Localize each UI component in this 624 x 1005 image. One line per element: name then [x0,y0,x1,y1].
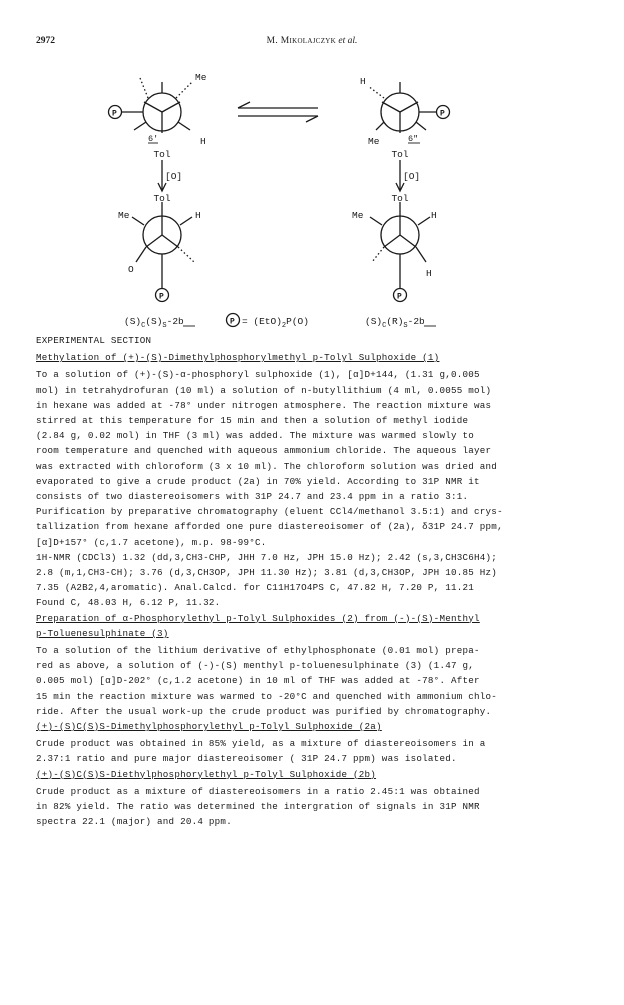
legend-text: = $(EtO)_2P(O)$ [242,316,309,330]
equilibrium-arrows [238,102,318,122]
lt-6-label: 6' [148,134,159,144]
para1-line: stirred at this temperature for 15 min and then a solution of methyl iodide [36,415,469,427]
reaction-scheme [0,50,624,330]
section-title: EXPERIMENTAL SECTION [36,335,152,346]
rb-p-label: P [397,292,402,302]
para1-line: 1H-NMR (CDCl3) 1.32 (dd,3,CH3-CHP, JHH 7.0 Hz, JPH 15.0 Hz); 2.42 (s,3,CH3C6H4); [36,551,498,563]
para1-line: To a solution of (+)-(S)-α-phosphoryl sulphoxide (1), [α]D+144, (1.31 g,0.005 [36,369,480,381]
paragraph-compound-2b [36,784,596,830]
newman-right-top [368,82,450,133]
para1-line: 7.35 (A2B2,4,aromatic). Anal.Calcd. for C11H17O4PS C, 47.82 H, 7.20 P, 11.21 [36,582,475,594]
rt-h-label: H [360,76,366,87]
para4-line: spectra 22.1 (major) and 20.4 ppm. [36,816,232,828]
paragraph-preparation [36,643,596,719]
rt-oxidant: [O] [403,171,421,182]
heading-methylation: Methylation of (+)-(S)-Dimethylphosphorylmethyl p-Tolyl Sulphoxide (1) [36,352,440,364]
lt-tol-top: Tol [153,149,171,160]
newman-left-top [109,78,193,133]
caption-right: $(S)_C(R)_S-2b$ [365,316,425,330]
rt-p-label: P [440,109,445,119]
rb-h2-label: H [426,268,432,279]
para1-line: mol) in tetrahydrofuran (10 ml) a solution of n-butyllithium (4 ml, 0.0055 mol) [36,384,492,396]
lt-p-label: P [112,109,117,119]
para1-line: Purification by preparative chromatography (eluent CCl4/methanol 3.5:1) and crys- [36,506,503,518]
para1-line: in hexane was added at -78° under nitrogen atmosphere. The reaction mixture was [36,399,492,411]
para3-line: Crude product was obtained in 85% yield, as a mixture of diastereoisomers in a [36,738,486,750]
lb-h-label: H [195,210,201,221]
heading-preparation-cont: p-Toluenesulphinate (3) [36,627,169,639]
rt-tol-top: Tol [391,149,409,160]
body-text [36,333,596,830]
rt-6-label: 6" [408,134,419,144]
legend-p-label: P [230,317,235,327]
para1-line: [α]D+157° (c,1.7 acetone), m.p. 98-99°C. [36,536,267,548]
para1-line: tallization from hexane afforded one pure diastereoisomer of (2a), δ31P 24.7 ppm, [36,521,503,533]
newman-left-bottom [132,202,194,302]
rt-tol-bottom: Tol [391,193,409,204]
heading-compound-2a: (+)-(S)C(S)S-Dimethylphosphorylethyl p-Tolyl Sulphoxide (2a) [36,721,382,733]
heading-compound-2b: (+)-(S)C(S)S-Diethylphosphorylethyl p-Tolyl Sulphoxide (2b) [36,768,377,780]
para1-line: Found C, 48.03 H, 6.12 P, 11.32. [36,597,221,609]
newman-right-bottom [370,202,430,302]
running-head-authors: M. Mikolajczyk [266,36,337,46]
rb-me-label: Me [352,210,364,221]
para2-line: ride. After the usual work-up the crude product was purified by chromatography. [36,705,492,717]
lt-me-label: Me [195,72,207,83]
rb-h-label: H [431,210,437,221]
para1-line: evaporated to give a crude product (2a) in 70% yield. According to 31P NMR it [36,475,480,487]
para1-line: room temperature and quenched with aqueous ammonium chloride. The aqueous layer [36,445,492,457]
lb-me-label: Me [118,210,130,221]
para2-line: 0.005 mol) [α]D-202° (c,1.2 acetone) in 10 ml of THF was added at -78°. After [36,675,480,687]
para3-line: 2.37:1 ratio and pure major diastereoisomer ( 31P 24.7 ppm) was isolated. [36,753,457,765]
heading-preparation: Preparation of α-Phosphorylethyl p-Tolyl Sulphoxides (2) from (-)-(S)-Menthyl [36,612,480,624]
para4-line: in 82% yield. The ratio was determined the intergration of signals in 31P NMR [36,801,480,813]
para4-line: Crude product as a mixture of diastereoisomers in a ratio 2.45:1 was obtained [36,785,480,797]
caption-left: $(S)_C(S)_S-2b$ [124,316,184,330]
running-head-etal: et al. [338,36,358,46]
para2-line: To a solution of the lithium derivative of ethylphosphonate (0.01 mol) prepa- [36,645,480,657]
paragraph-methylation [36,367,596,610]
para2-line: red as above, a solution of (-)-(S) menthyl p-toluenesulphinate (3) (1.47 g, [36,660,475,672]
para1-line: was extracted with chloroform (3 x 10 ml). The chloroform solution was dried and [36,460,498,472]
para1-line: consists of two diastereoisomers with 31P 24.7 and 23.4 ppm in a ratio 3:1. [36,491,469,503]
lt-h-label: H [200,136,206,147]
paragraph-compound-2a [36,736,596,766]
para1-line: (2.84 g, 0.02 mol) in THF (3 ml) was added. The mixture was warmed slowly to [36,430,475,442]
page-number: 2972 [36,36,55,46]
rt-me-label: Me [368,136,380,147]
lb-o-label: O [128,264,134,275]
lb-p-label: P [159,292,164,302]
para1-line: 2.8 (m,1,CH3-CH); 3.76 (d,3,CH3OP, JPH 11.30 Hz); 3.81 (d,3,CH3OP, JPH 10.85 Hz) [36,567,498,579]
para2-line: 15 min the reaction mixture was warmed to -20°C and quenched with ammonium chlo- [36,690,498,702]
running-head [0,36,624,46]
lt-tol-bottom: Tol [153,193,171,204]
lt-oxidant: [O] [165,171,183,182]
